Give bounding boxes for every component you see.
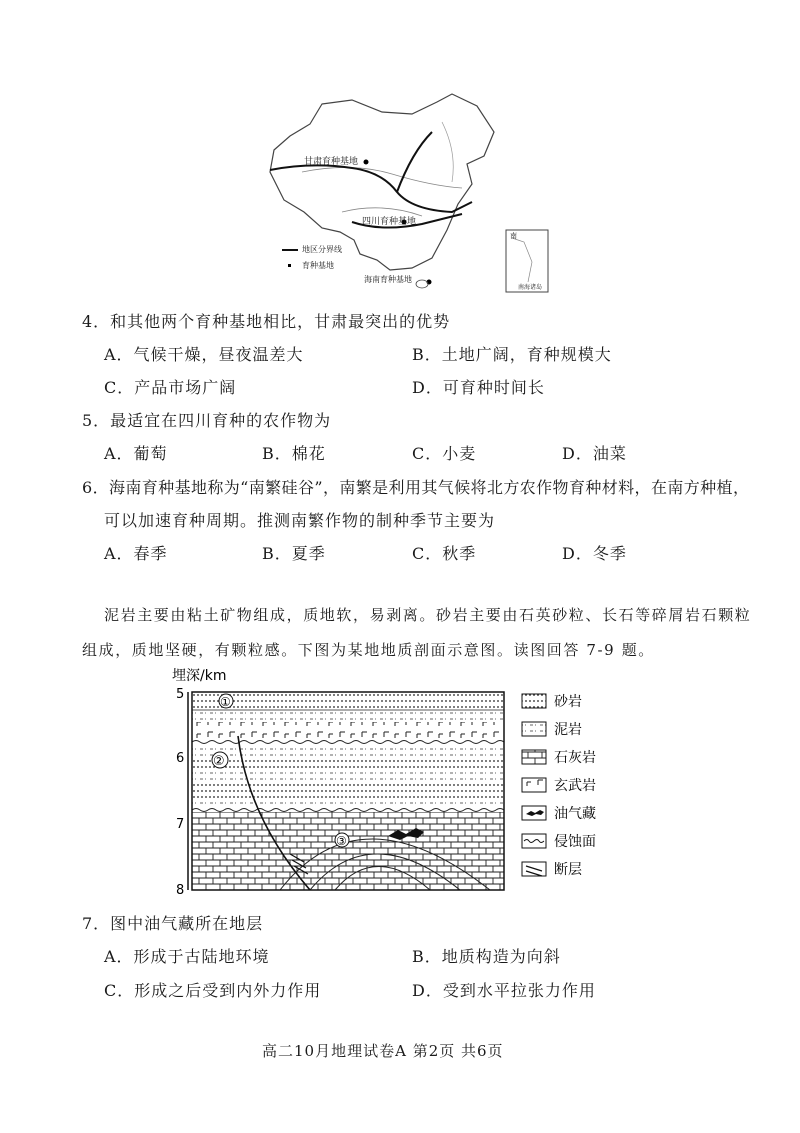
q4-option-a: A．气候干燥，昼夜温差大 [104,345,304,364]
legend-mudstone: 泥岩 [554,722,582,738]
tick-6: 6 [176,751,185,766]
legend-boundary-label: 地区分界线 [302,245,342,254]
question-6-stem-line2: 可以加速育种周期。推测南繁作物的制种季节主要为 [104,511,496,530]
gansu-base-label: 甘肃育种基地 [304,157,359,167]
q6-option-d: D．冬季 [562,544,627,563]
inset-label-bottom: 南海诸岛 [518,284,543,291]
tick-8: 8 [176,883,185,898]
tick-7: 7 [176,817,185,832]
profile-legend [522,693,596,878]
q4-option-d: D．可育种时间长 [412,378,545,397]
tick-5: 5 [176,687,185,702]
legend-fault: 断层 [554,862,582,878]
geologic-profile [160,668,620,898]
q5-option-a: A．葡萄 [104,444,168,463]
q7-option-a: A．形成于古陆地环境 [104,947,270,966]
inset-label-top: 南 [510,232,517,240]
q7-option-c: C．形成之后受到内外力作用 [104,981,322,1000]
sichuan-base-label: 四川育种基地 [362,217,417,227]
china-map-figure [262,92,558,298]
legend-erosion-surface: 侵蚀面 [554,834,596,850]
q5-option-c: C．小麦 [412,444,477,463]
q5-option-d: D．油菜 [562,444,627,463]
q4-option-b: B．土地广阔，育种规模大 [412,345,612,364]
marker-1: ① [220,695,231,709]
question-6-stem-line1: 6．海南育种基地称为“南繁硅谷”，南繁是利用其气候将北方农作物育种材料，在南方种植， [82,478,750,497]
q7-option-b: B．地质构造为向斜 [412,947,561,966]
q4-option-c: C．产品市场广阔 [104,378,237,397]
question-7-stem: 7．图中油气藏所在地层 [82,914,264,933]
page-footer: 高二10月地理试卷A 第2页 共6页 [262,1042,504,1060]
gansu-base-dot [364,160,369,165]
q6-option-b: B．夏季 [262,544,326,563]
legend-oil-gas: 油气藏 [554,806,596,822]
passage-line-2: 组成，质地坚硬，有颗粒感。下图为某地地质剖面示意图。读图回答 7-9 题。 [82,641,655,659]
hainan-base-label: 海南育种基地 [364,275,412,284]
legend-basalt: 玄武岩 [554,778,596,794]
q5-option-b: B．棉花 [262,444,326,463]
q7-option-d: D．受到水平拉张力作用 [412,981,596,1000]
q6-option-a: A．春季 [104,544,168,563]
legend-sandstone: 砂岩 [554,694,582,710]
q6-option-c: C．秋季 [412,544,477,563]
passage-line-1: 泥岩主要由粘土矿物组成，质地软，易剥离。砂岩主要由石英砂粒、长石等碎屑岩石颗粒 [104,606,752,624]
question-5-stem: 5．最适宜在四川育种的农作物为 [82,411,332,430]
question-4-stem: 4．和其他两个育种基地相比，甘肃最突出的优势 [82,312,451,331]
depth-axis-title: 埋深/km [172,668,227,684]
marker-3: ③ [336,834,347,848]
legend-limestone: 石灰岩 [554,750,596,766]
marker-2: ② [213,754,225,769]
legend-base-label: 育种基地 [302,261,334,270]
geologic-profile-figure [160,668,620,898]
profile-strata [192,692,504,890]
